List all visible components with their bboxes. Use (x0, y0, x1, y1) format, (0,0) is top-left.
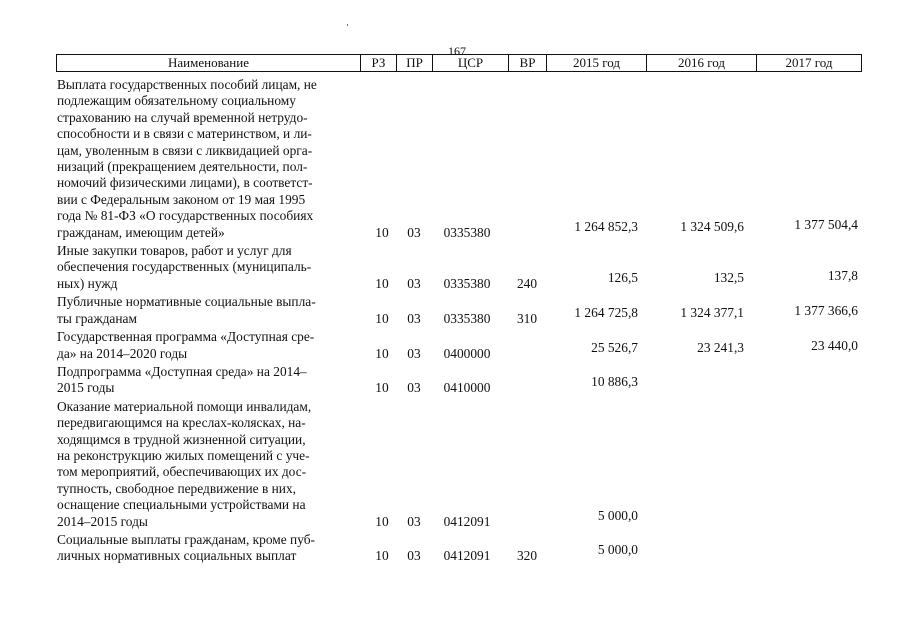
cell-name: Социальные выплаты гражданам, кроме пуб- личных нормативных социальных выплат (57, 531, 316, 564)
cell-y2015: 5 000,0 (597, 507, 638, 523)
cell-csr: 0335380 (443, 224, 491, 240)
cell-y2016: 1 324 509,6 (680, 218, 744, 234)
header-pr: ПР (397, 55, 433, 71)
table-header (56, 54, 862, 72)
table-row (56, 329, 862, 362)
table-row (56, 532, 862, 565)
cell-vr: 310 (516, 310, 538, 326)
cell-rz: 10 (375, 345, 389, 361)
cell-y2015: 10 886,3 (591, 374, 638, 390)
cell-vr: 240 (516, 275, 538, 291)
cell-name: Выплата государственных пособий лицам, не подлежащим обязательному социальному страхованию на случай временной нетрудо- способности и в связи с материнством, и ли- цам, уволенным в связи с ликвидацией орга- низаций (прекращением деятельности, пол- номочий физическими лицами), в соответст- вии с Федеральным законом от 19 мая 1995 года № 81-ФЗ «О государственных пособиях гражданам, имеющим детей» (57, 77, 317, 240)
table-row (56, 77, 862, 241)
cell-csr: 0412091 (443, 513, 491, 529)
cell-name: Иные закупки товаров, работ и услуг для обеспечения государственных (муниципаль- ных) нужд (57, 243, 312, 291)
cell-rz: 10 (375, 380, 389, 396)
cell-pr: 03 (407, 380, 421, 396)
page-number: 167 (448, 44, 466, 58)
cell-y2015: 5 000,0 (597, 542, 638, 558)
cell-csr: 0400000 (443, 345, 491, 361)
scan-mark (347, 24, 348, 26)
table-row (56, 294, 862, 327)
cell-name: Государственная программа «Доступная сре- да» на 2014–2020 годы (57, 329, 315, 361)
header-2017: 2017 год (785, 55, 833, 70)
header-2016: 2016 год (647, 55, 757, 71)
cell-y2016: 23 241,3 (697, 339, 744, 355)
cell-y2015: 126,5 (607, 269, 638, 285)
header-name: Наименование (57, 55, 361, 71)
cell-csr: 0412091 (443, 548, 491, 564)
cell-pr: 03 (407, 275, 421, 291)
header-2015: 2015 год (547, 55, 647, 71)
cell-pr: 03 (407, 224, 421, 240)
cell-name: Публичные нормативные социальные выпла- ты гражданам (57, 294, 316, 326)
cell-y2016: 1 324 377,1 (680, 304, 744, 320)
header-csr: ЦСР (433, 55, 509, 71)
cell-y2017: 23 440,0 (811, 337, 858, 353)
table-row (56, 243, 862, 292)
header-rz: РЗ (361, 55, 397, 71)
cell-rz: 10 (375, 548, 389, 564)
cell-csr: 0335380 (443, 275, 491, 291)
cell-pr: 03 (407, 513, 421, 529)
cell-name: Оказание материальной помощи инвалидам, передвигающимся на креслах-колясках, на- ходящимся в трудной жизненной ситуации, на реконструкцию жилых помещений с уче- том мероприятий, обеспечивающих их дос- тупность, свободное передвижение в них, оснащение специальными устройствами на 2014–2015 годы (57, 398, 312, 529)
cell-vr: 320 (516, 548, 538, 564)
table-row (56, 364, 862, 397)
cell-rz: 10 (375, 310, 389, 326)
table-row (56, 399, 862, 530)
cell-y2016: 132,5 (713, 269, 744, 285)
cell-rz: 10 (375, 224, 389, 240)
cell-rz: 10 (375, 275, 389, 291)
cell-csr: 0410000 (443, 380, 491, 396)
cell-y2017: 1 377 504,4 (794, 216, 858, 232)
header-vr: ВР (509, 55, 547, 71)
cell-y2017: 137,8 (827, 267, 858, 283)
table-body (56, 77, 862, 567)
cell-rz: 10 (375, 513, 389, 529)
cell-y2017: 1 377 366,6 (794, 302, 858, 318)
cell-pr: 03 (407, 345, 421, 361)
cell-csr: 0335380 (443, 310, 491, 326)
cell-y2015: 1 264 852,3 (574, 218, 638, 234)
cell-name: Подпрограмма «Доступная среда» на 2014– 2015 годы (57, 363, 307, 396)
cell-y2015: 1 264 725,8 (574, 304, 638, 320)
cell-pr: 03 (407, 310, 421, 326)
cell-y2015: 25 526,7 (591, 339, 638, 355)
cell-pr: 03 (407, 548, 421, 564)
